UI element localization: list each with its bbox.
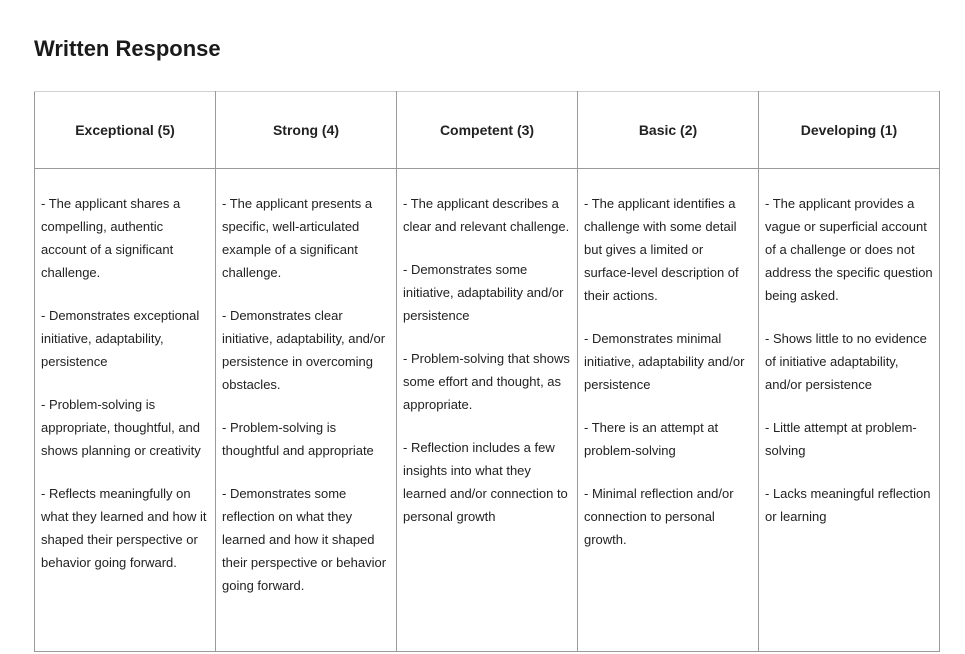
criterion-text: - Demonstrates some reflection on what they learned and how it shaped their perspective or behavior going forward. <box>222 486 387 593</box>
criterion-text: - There is an attempt at problem-solving <box>584 420 719 458</box>
criterion-text: - Problem-solving that shows some effort and thought, as appropriate. <box>403 351 570 412</box>
criteria-cell <box>397 169 578 652</box>
criterion-text: - The applicant shares a compelling, authentic account of a significant challenge. <box>41 196 181 280</box>
criterion-text: - Demonstrates minimal initiative, adaptability and/or persistence <box>584 331 745 392</box>
header-row <box>35 92 940 169</box>
criteria-cell <box>759 169 940 652</box>
criterion-text: - The applicant presents a specific, well-articulated example of a significant challenge. <box>222 196 373 280</box>
criterion-text: - Demonstrates some initiative, adaptability and/or persistence <box>403 262 564 323</box>
page-title: Written Response <box>34 36 221 61</box>
criterion-text: - Demonstrates exceptional initiative, adaptability, persistence <box>41 308 200 369</box>
criteria-cell <box>35 169 216 652</box>
criterion-text: - Shows little to no evidence of initiative adaptability, and/or persistence <box>765 331 927 392</box>
criteria-cell <box>216 169 397 652</box>
rubric-table <box>34 91 940 652</box>
criterion-text: - Reflection includes a few insights into what they learned and/or connection to personal growth <box>403 440 568 524</box>
criterion-text: - Little attempt at problem-solving <box>765 420 917 458</box>
criterion-text: - Lacks meaningful reflection or learning <box>765 486 931 524</box>
criterion-text: - Problem-solving is thoughtful and appropriate <box>222 420 374 458</box>
criterion-text: - The applicant describes a clear and relevant challenge. <box>403 196 570 234</box>
criterion-text: - The applicant identifies a challenge with some detail but gives a limited or surface-level description of their actions. <box>584 196 739 303</box>
criterion-text: - Reflects meaningfully on what they learned and how it shaped their perspective or behavior going forward. <box>41 486 207 570</box>
criterion-text: - The applicant provides a vague or superficial account of a challenge or does not address the specific question being asked. <box>765 196 933 303</box>
criterion-text: - Problem-solving is appropriate, thoughtful, and shows planning or creativity <box>41 397 201 458</box>
criterion-text: - Demonstrates clear initiative, adaptability, and/or persistence in overcoming obstacles. <box>222 308 386 392</box>
column-header: Competent (3) <box>397 92 578 169</box>
column-header: Strong (4) <box>216 92 397 169</box>
column-header: Developing (1) <box>759 92 940 169</box>
column-header: Basic (2) <box>578 92 759 169</box>
criteria-row <box>35 169 940 652</box>
criterion-text: - Minimal reflection and/or connection to personal growth. <box>584 486 734 547</box>
criteria-cell <box>578 169 759 652</box>
column-header: Exceptional (5) <box>35 92 216 169</box>
